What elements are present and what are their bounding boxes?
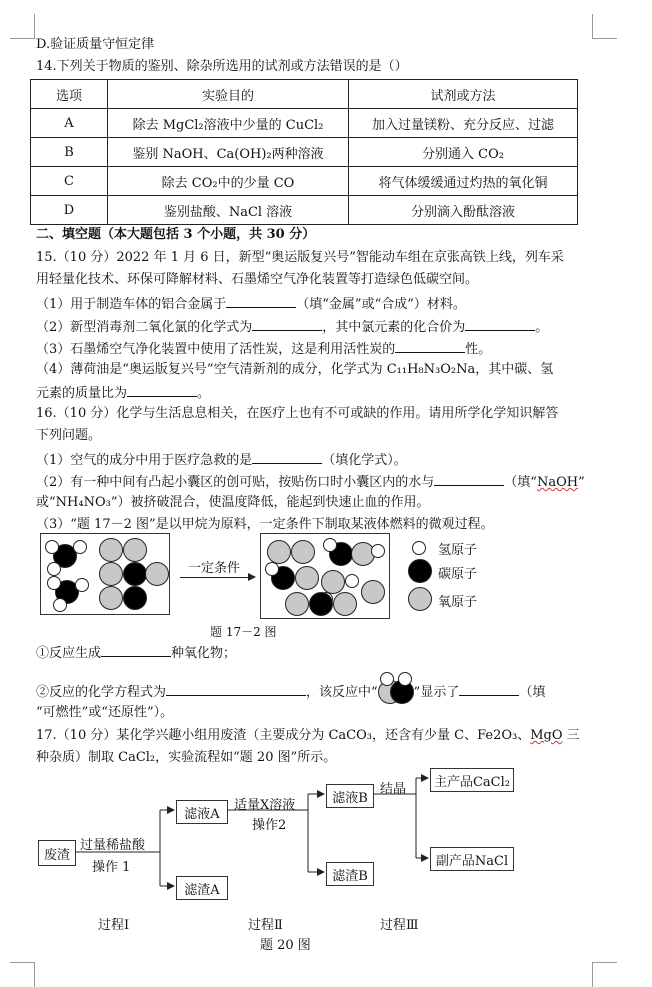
oxygen-atom — [267, 540, 291, 564]
operation1-label: 操作 1 — [92, 860, 131, 875]
hydrogen-atom — [45, 540, 59, 554]
stage2-label: 过程Ⅱ — [248, 918, 283, 933]
oxygen-atom — [333, 592, 357, 616]
text: （填化学式）。 — [322, 453, 407, 468]
text: ②反应的化学方程式为 — [36, 685, 167, 700]
table-cell: 分别通入 CO₂ — [349, 138, 578, 167]
table-cell: 鉴别盐酸、NaCl 溶液 — [108, 196, 349, 225]
text: （3）石墨烯空气净化装置中使用了活性炭，这是利用活性炭的 — [36, 342, 396, 357]
carbon-legend-icon — [408, 559, 432, 583]
corner-mark-top-left — [10, 14, 35, 39]
q15-part4-line1: （4）薄荷油是“奥运版复兴号”空气清新剂的成分，化学式为 C₁₁H₈N₃O₂Na，其中碳、氢 — [36, 362, 554, 377]
q16-part1 — [36, 450, 407, 470]
answer-blank[interactable] — [127, 383, 197, 397]
text: 。 — [535, 320, 549, 335]
carbon-atom — [123, 586, 147, 610]
table-cell: 将气体缓缓通过灼热的氧化铜 — [349, 167, 578, 196]
q16-part2-line2: 或“NH₄NO₃”）被挤破混合，使温度降低，能起到快速止血的作用。 — [36, 495, 430, 510]
by-product-box: 副产品NaCl — [430, 847, 514, 871]
table-row — [31, 138, 578, 167]
q16-sub2-line1 — [36, 682, 545, 702]
text: MgO — [530, 728, 563, 743]
process-flow-diagram — [36, 768, 596, 958]
q16-stem-line1: 16.（10 分）化学与生活息息相关，在医疗上也有不可或缺的作用。请用所学化学知识解答 — [36, 406, 559, 421]
text: （填 — [519, 685, 546, 700]
text: ①反应生成 — [36, 646, 102, 661]
answer-blank[interactable] — [252, 317, 322, 331]
reagent-x-label: 适量X溶液 — [234, 798, 296, 813]
filtrate-a-box: 滤液A — [176, 800, 228, 824]
hydrogen-atom — [47, 562, 61, 576]
table-header-row — [31, 80, 578, 109]
q14-table — [30, 79, 578, 225]
answer-blank[interactable] — [226, 294, 296, 308]
hydrogen-atom — [345, 574, 359, 588]
text: （1）空气的成分中用于医疗急救的是 — [36, 453, 253, 468]
text: NaOH — [536, 475, 579, 490]
filtrate-b-box: 滤液B — [326, 784, 374, 808]
stage3-label: 过程Ⅲ — [380, 918, 419, 933]
text: （2）有一种中间有凸起小囊区的创可贴，按贴伤口时小囊区内的水与 — [36, 475, 435, 490]
residue-a-box: 滤渣A — [176, 876, 228, 900]
table-cell: C — [31, 167, 108, 196]
q15-part3 — [36, 339, 491, 359]
answer-blank[interactable] — [166, 682, 306, 696]
reaction-arrow — [180, 577, 254, 578]
text: （2）新型消毒剂二氧化氯的化学式为 — [36, 320, 253, 335]
table-cell: 分别滴入酚酞溶液 — [349, 196, 578, 225]
q15-part4-line2 — [36, 383, 210, 403]
q16-sub1 — [36, 643, 236, 663]
figure-caption: 题 20 图 — [260, 938, 311, 953]
answer-blank[interactable] — [465, 317, 535, 331]
hydrogen-atom — [380, 672, 394, 686]
oxygen-legend-icon — [408, 587, 432, 611]
hydrogen-atom — [398, 672, 412, 686]
oxygen-atom — [291, 540, 315, 564]
legend-oxygen-label: 氧原子 — [438, 595, 478, 610]
q16-stem-line2: 下列问题。 — [36, 428, 102, 443]
legend-hydrogen-label: 氢原子 — [438, 543, 478, 558]
figure-caption: 题 17－2 图 — [210, 625, 277, 639]
oxygen-atom — [285, 592, 309, 616]
q14-stem: 14.下列关于物质的鉴别、除杂所选用的试剂或方法错误的是（） — [36, 59, 408, 74]
hydrogen-atom — [371, 544, 385, 558]
hydrogen-atom — [75, 578, 89, 592]
oxygen-atom — [295, 566, 319, 590]
text: ” — [578, 475, 585, 490]
text: （1）用于制造车体的铝合金属于 — [36, 297, 227, 312]
legend-carbon-label: 碳原子 — [438, 567, 478, 582]
table-cell: 除去 CO₂中的少量 CO — [108, 167, 349, 196]
q15-part2 — [36, 317, 548, 337]
oxygen-atom — [145, 562, 169, 586]
oxygen-atom — [123, 538, 147, 562]
text: 三 — [562, 728, 580, 743]
q17-stem-line2: 种杂质）制取 CaCl₂，实验流程如“题 20 图”所示。 — [36, 750, 337, 765]
table-header-cell: 选项 — [31, 80, 108, 109]
answer-blank[interactable] — [252, 450, 322, 464]
corner-mark-top-right — [592, 14, 617, 39]
acid-label: 过量稀盐酸 — [80, 838, 146, 853]
table-row — [31, 167, 578, 196]
answer-blank[interactable] — [434, 472, 504, 486]
q16-part2-line1 — [36, 472, 585, 492]
hydrogen-atom — [265, 562, 279, 576]
stage1-label: 过程Ⅰ — [98, 918, 130, 933]
answer-blank[interactable] — [459, 682, 519, 696]
table-row — [31, 196, 578, 225]
text: 性。 — [465, 342, 492, 357]
q15-part1 — [36, 294, 466, 314]
corner-mark-bottom-left — [10, 962, 35, 987]
q15-stem-line2: 用轻量化技术、环保可降解材料、石墨烯空气净化装置等打造绿色低碳空间。 — [36, 272, 479, 287]
text: （填“ — [504, 475, 537, 490]
oxygen-atom — [99, 538, 123, 562]
reactant-box — [40, 533, 170, 615]
corner-mark-bottom-right — [592, 962, 617, 987]
table-header-cell: 实验目的 — [108, 80, 349, 109]
answer-blank[interactable] — [395, 339, 465, 353]
option-d-line: D.验证质量守恒定律 — [36, 37, 155, 52]
oxygen-atom — [321, 570, 345, 594]
q16-sub2-line2: “可燃性”或“还原性”）。 — [36, 705, 174, 720]
table-cell: D — [31, 196, 108, 225]
reaction-figure — [40, 533, 600, 643]
text: ，该反应中“ — [306, 685, 378, 700]
q15-stem-line1: 15.（10 分）2022 年 1 月 6 日，新型“奥运版复兴号”智能动车组在京张高铁上线，列车采 — [36, 250, 564, 265]
table-cell: 除去 MgCl₂溶液中少量的 CuCl₂ — [108, 109, 349, 138]
residue-b-box: 滤渣B — [326, 862, 374, 886]
text: 17.（10 分）某化学兴趣小组用废渣（主要成分为 CaCO₃，还含有少量 C、Fe2O₃、 — [36, 728, 531, 743]
oxygen-atom — [99, 562, 123, 586]
text: 。 — [197, 386, 211, 401]
table-cell: B — [31, 138, 108, 167]
operation2-label: 操作2 — [252, 818, 287, 833]
hydrogen-atom — [53, 598, 67, 612]
section-heading: 二、填空题（本大题包括 3 个小题，共 30 分） — [36, 227, 316, 242]
text: ”显示了 — [413, 685, 460, 700]
text: ，其中氯元素的化合价为 — [322, 320, 466, 335]
table-cell: A — [31, 109, 108, 138]
oxygen-atom — [99, 586, 123, 610]
table-row — [31, 109, 578, 138]
hydrogen-legend-icon — [412, 541, 426, 555]
main-product-box: 主产品CaCl₂ — [430, 768, 514, 792]
oxygen-atom — [361, 580, 385, 604]
arrow-head-icon — [248, 573, 256, 581]
text: （填“金属”或“合成”）材料。 — [296, 297, 466, 312]
text: 元素的质量比为 — [36, 386, 128, 401]
q16-part3: （3）“题 17－2 图”是以甲烷为原料，一定条件下制取某液体燃料的微观过程。 — [36, 517, 494, 532]
co-molecule-icon — [378, 684, 414, 702]
table-header-cell: 试剂或方法 — [349, 80, 578, 109]
product-box — [260, 533, 390, 619]
hydrogen-atom — [73, 540, 87, 554]
hydrogen-atom — [323, 538, 337, 552]
hydrogen-atom — [47, 576, 61, 590]
table-cell: 加入过量镁粉、充分反应、过滤 — [349, 109, 578, 138]
condition-label: 一定条件 — [188, 561, 241, 576]
text: 种氧化物； — [171, 646, 237, 661]
carbon-atom — [309, 592, 333, 616]
q17-stem-line1 — [36, 727, 580, 745]
feed-box: 废渣 — [38, 840, 76, 866]
table-cell: 鉴别 NaOH、Ca(OH)₂两种溶液 — [108, 138, 349, 167]
crystallize-label: 结晶 — [380, 782, 407, 797]
carbon-atom — [123, 562, 147, 586]
answer-blank[interactable] — [101, 643, 171, 657]
